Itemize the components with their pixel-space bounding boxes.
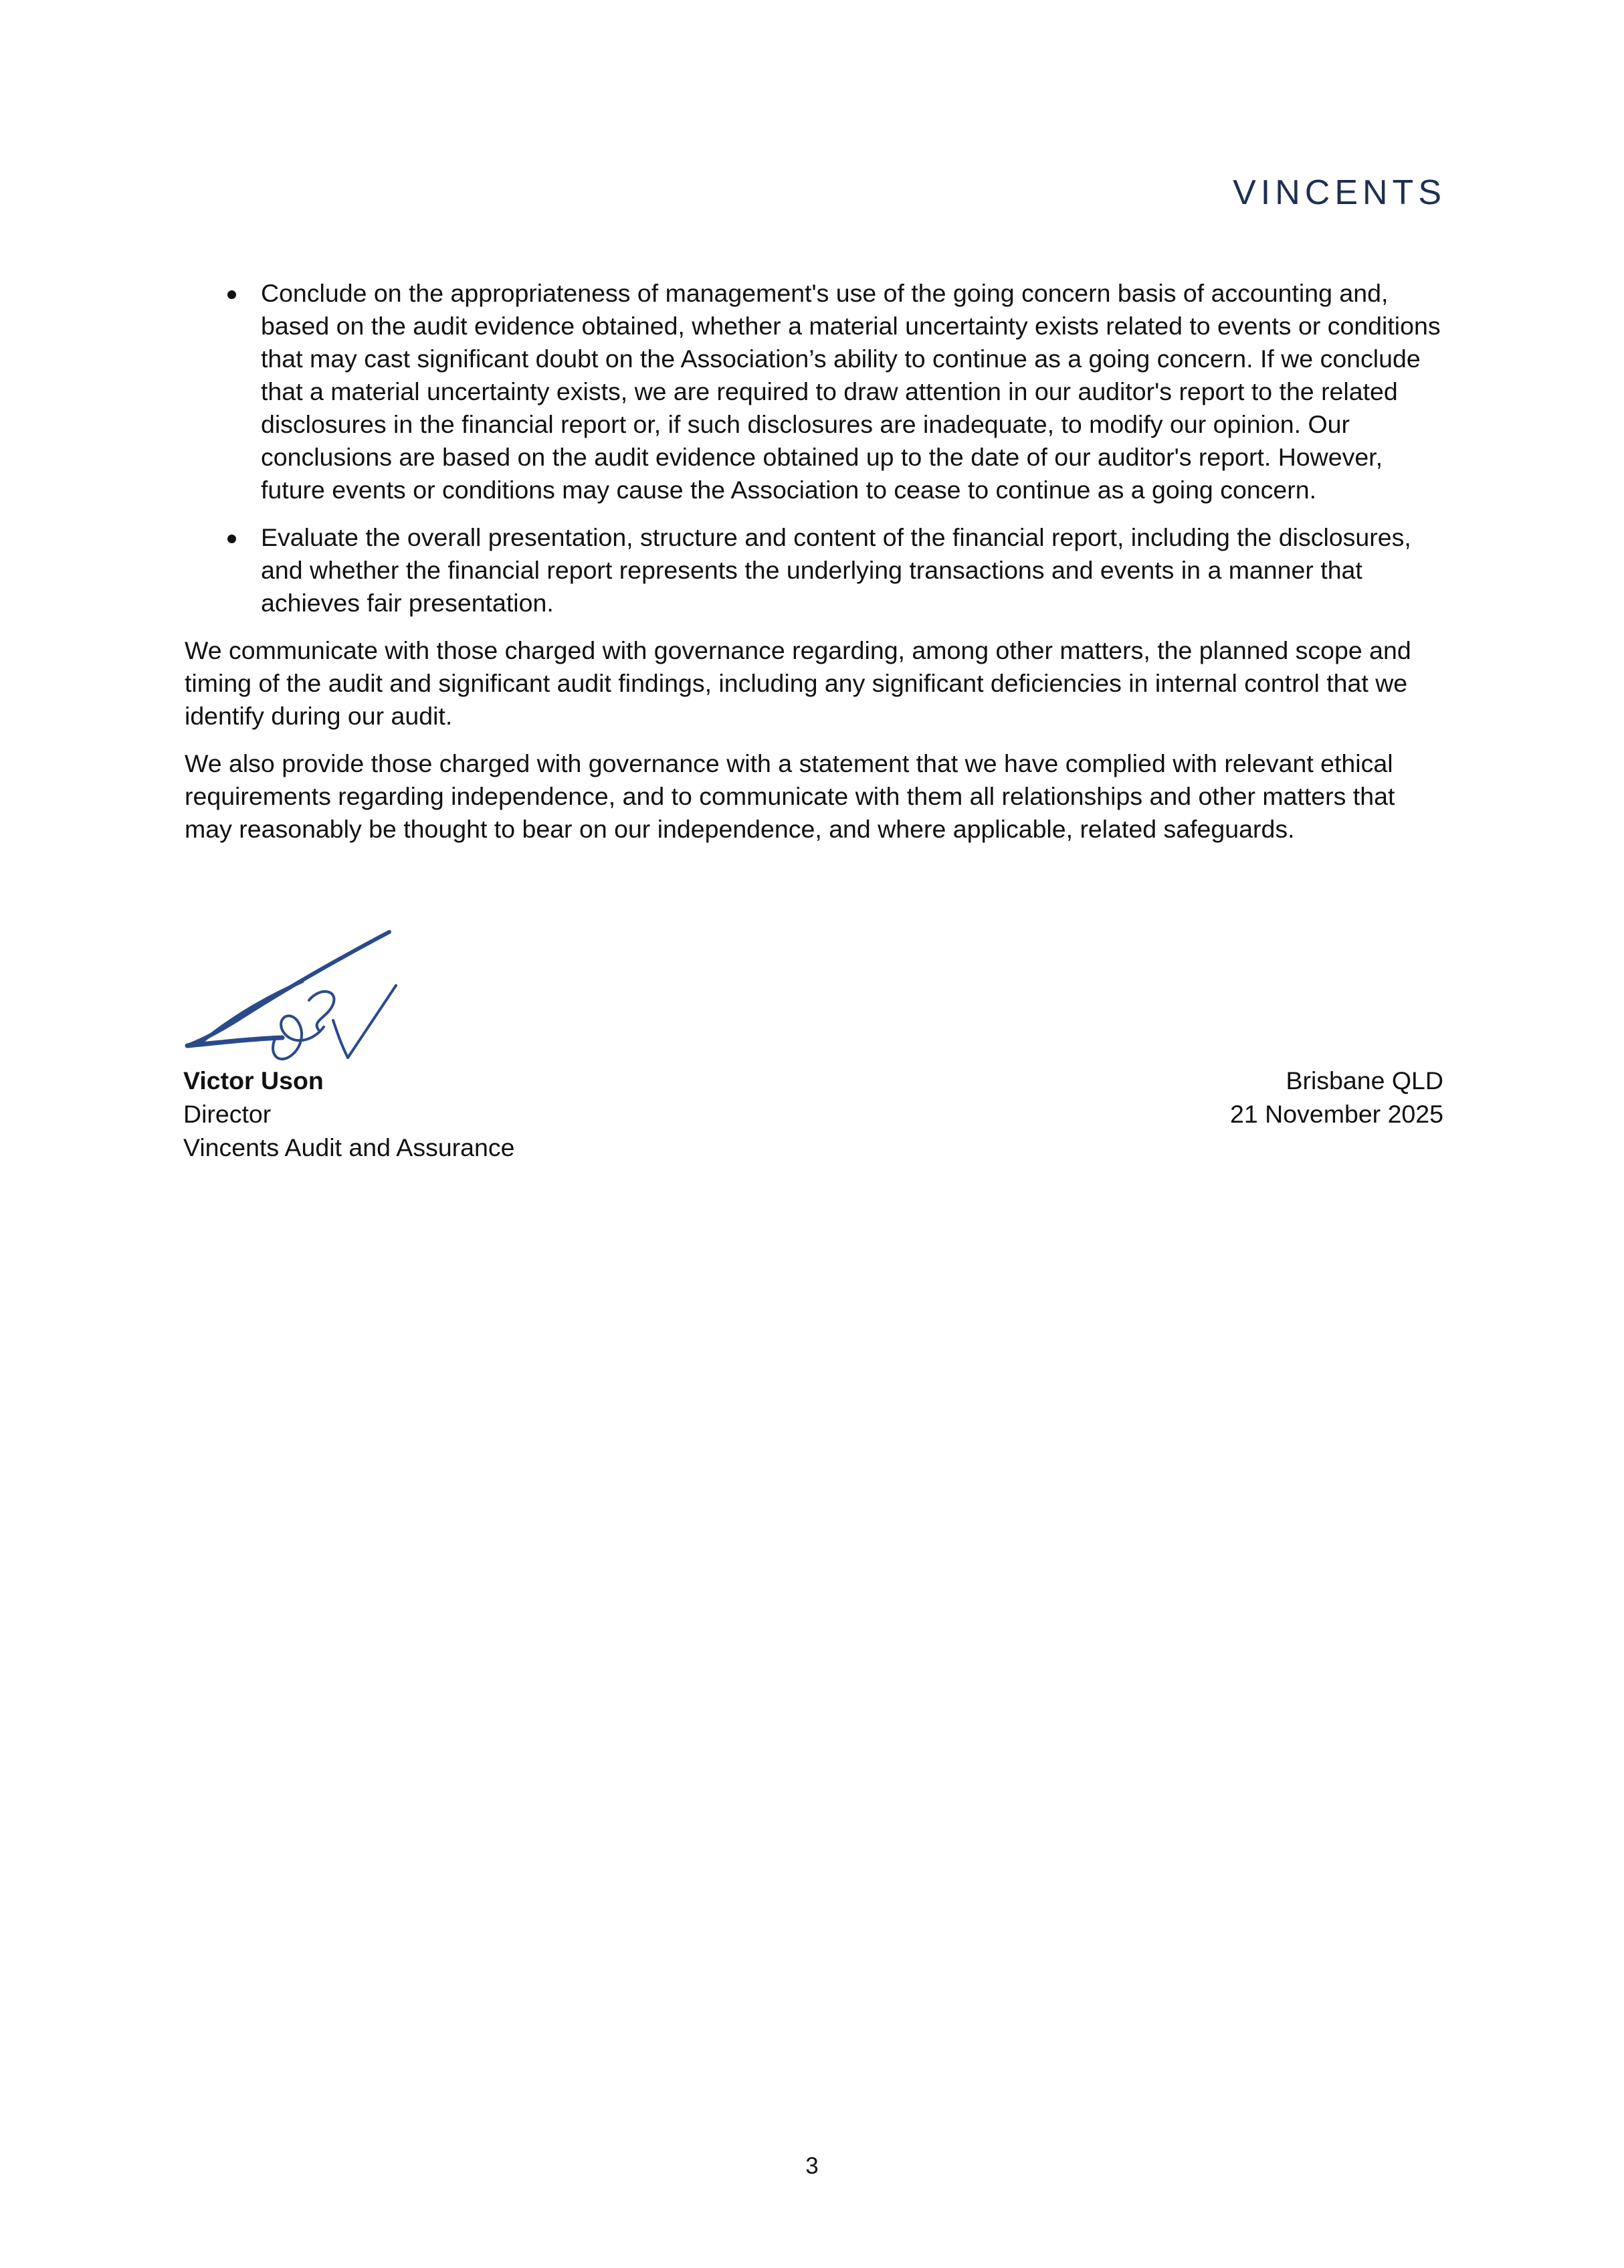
- paragraph-governance-communication: We communicate with those charged with governance regarding, among other matters, the planned scope and timing of the audit and significant audit findings, including any significant deficiencies in internal control that we identify during our audit.: [185, 636, 1411, 730]
- bullet-icon: [227, 535, 236, 543]
- paragraph-independence-statement: We also provide those charged with governance with a statement that we have complied with relevant ethical requirements regarding independence, and to communicate with them all relationships and other matters that may reasonably be thought to bear on our independence, and where applicable, related safeguards.: [185, 749, 1395, 843]
- signatory-title: Director: [183, 1100, 272, 1128]
- report-body: [185, 277, 1442, 860]
- signature: [175, 920, 403, 1074]
- bullet-item-presentation: [185, 521, 1442, 620]
- bullet-item-going-concern: [185, 277, 1442, 506]
- bullet-text: Conclude on the appropriateness of management's use of the going concern basis of accounting and, based on the audit evidence obtained, whether a material uncertainty exists related to events or conditions that may cast significant doubt on the Association’s ability to continue as a going concern. If we conclude that a material uncertainty exists, we are required to draw attention in our auditor's report to the related disclosures in the financial report or, if such disclosures are inadequate, to modify our opinion. Our conclusions are based on the audit evidence obtained up to the date of our auditor's report. However, future events or conditions may cause the Association to cease to continue as a going concern.: [261, 279, 1441, 504]
- signatory-name: Victor Uson: [183, 1066, 324, 1095]
- page-number: 3: [805, 2153, 819, 2179]
- signing-location: Brisbane QLD: [1286, 1066, 1443, 1095]
- bullet-icon: [227, 290, 236, 299]
- bullet-list: [185, 277, 1442, 620]
- signatory-firm: Vincents Audit and Assurance: [183, 1133, 515, 1161]
- signatory-block: [183, 1064, 514, 1164]
- place-date-block: [1230, 1064, 1443, 1131]
- vincents-logo: VINCENTS: [1233, 173, 1446, 212]
- bullet-text: Evaluate the overall presentation, structure and content of the financial report, including the disclosures, and whether the financial report represents the underlying transactions and events in a manner that achieves fair presentation.: [261, 523, 1411, 617]
- signing-date: 21 November 2025: [1230, 1100, 1443, 1128]
